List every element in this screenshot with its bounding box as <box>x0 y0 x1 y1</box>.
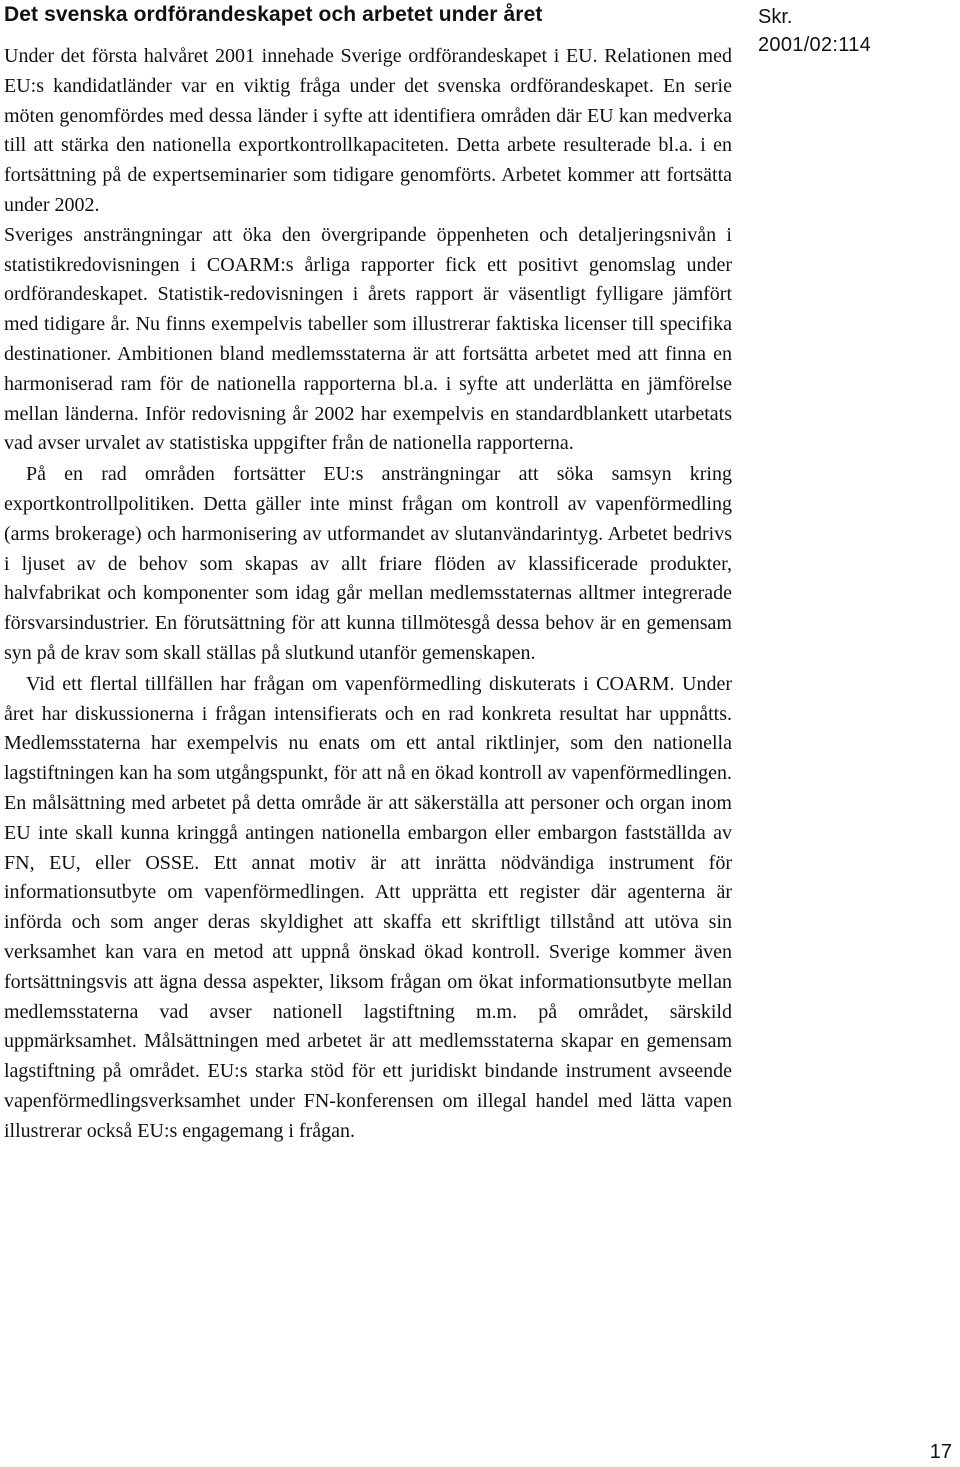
document-reference <box>758 3 958 59</box>
reference-number: 2001/02:114 <box>758 34 872 56</box>
paragraph-ordforandeskapet: Under det första halvåret 2001 innehade Sverige ordförandeskapet i EU. Relationen med EU:s kandidatländer var en viktig fråga under det svenska ordförandeskapet. En serie möten genomfördes med dessa länder i syfte att identifiera områden där EU kan medverka till att stärka den nationella exportkontrollkapaciteten. Detta arbete resulterade bl.a. i en fortsättning på de expertseminarier som tidigare genomförts. Arbetet kommer att fortsätta under 2002. <box>4 45 732 216</box>
paragraph-statistikredovisning: Sveriges ansträngningar att öka den övergripande öppenheten och detaljeringsnivån i statistikredovisningen i COARM:s årliga rapporter fick ett positivt genomslag under ordförandeskapet. Statistik-redovisningen i årets rapport är väsentligt fylligare jämfört med tidigare år. Nu finns exempelvis tabeller som illustrerar faktiska licenser till specifika destinationer. Ambitionen bland medlemsstaterna är att fortsätta arbetet med att finna en harmoniserad ram för de nationella rapporterna bl.a. i syfte att underlätta en jämförelse mellan länderna. Inför redovisning år 2002 har exempelvis en standardblankett utarbetats vad avser urvalet av statistiska uppgifter från de nationella rapporterna. <box>4 223 732 455</box>
reference-label: Skr. <box>758 6 793 28</box>
paragraph-vapenformedling: Vid ett flertal tillfällen har frågan om vapenförmedling diskuterats i COARM. Under året har diskussionerna i frågan intensifierats och en rad konkreta resultat har uppnåtts. Medlemsstaterna har exempelvis nu enats om ett antal riktlinjer, som den nationella lagstiftningen kan ha som utgångspunkt, för att nå en ökad kontroll av vapenförmedlingen. En målsättning med arbetet på detta område är att säkerställa att personer och organ inom EU inte skall kunna kringgå antingen nationella embargon eller embargon fastställda av FN, EU, eller OSSE. Ett annat motiv är att inrätta nödvändiga instrument för informationsutbyte om vapenförmedlingen. Att upprätta ett register där agenterna är införda och som anger deras skyldighet att skaffa ett skriftligt tillstånd att utöva sin verksamhet kan vara en metod att uppnå önskad ökad kontroll. Sverige kommer även fortsättningsvis att ägna dessa aspekter, liksom frågan om ökat informationsutbyte mellan medlemsstaterna vad avser nationell lagstiftning m.m. på området, särskild uppmärksamhet. Målsättningen med arbetet är att medlemsstaterna skapar en gemensam lagstiftning på området. EU:s starka stöd för ett juridiskt bindande instrument avseende vapenförmedlingsverksamhet under FN-konferensen om illegal handel med lätta vapen illustrerar också EU:s engagemang i frågan. <box>4 672 732 1142</box>
paragraph-exportkontrollpolitik: På en rad områden fortsätter EU:s ansträngningar att söka samsyn kring exportkontrollpolitiken. Detta gäller inte minst frågan om kontroll av vapenförmedling (arms brokerage) och harmonisering av utformandet av slutanvändarintyg. Arbetet bedrivs i ljuset av de behov som skapas av allt friare flöden av klassificerade produkter, halvfabrikat och komponenter som idag går mellan medlemsstaternas alltmer integrerade försvarsindustrier. En förutsättning för att kunna tillmötesgå dessa behov är en gemensam syn på de krav som skall ställas på slutkund utanför gemenskapen. <box>4 463 732 664</box>
page-number: 17 <box>929 1441 952 1463</box>
main-text-column <box>4 2 732 1146</box>
section-heading: Det svenska ordförandeskapet och arbetet under året <box>4 3 543 26</box>
